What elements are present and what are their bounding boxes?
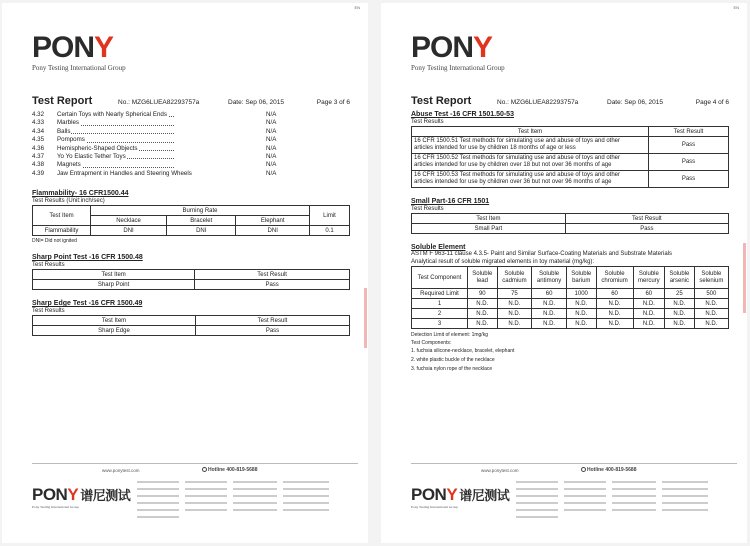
small-part-subtitle: Test Results — [411, 206, 444, 212]
col-test-result: Test Result — [195, 270, 350, 280]
clause-row — [32, 153, 350, 161]
required-limit-value: 25 — [665, 289, 695, 299]
element-result: N.D. — [468, 309, 498, 319]
col-soluble-element: Soluble selenium — [694, 267, 728, 289]
element-result: N.D. — [532, 299, 567, 309]
required-limit-value: 90 — [468, 289, 498, 299]
soluble-line1: ASTM F 963-11 clause 4.3.5- Paint and Similar Surface-Coating Materials and Substrate Materials — [411, 251, 673, 257]
col-limit: Limit — [310, 206, 350, 226]
flammability-value: DNI — [167, 226, 236, 236]
clause-title: Marbles — [57, 119, 266, 127]
page-footer — [32, 463, 358, 533]
col-test-item: Test Item — [33, 270, 195, 280]
abuse-result: Pass — [649, 154, 729, 171]
seal-edge-mark — [364, 288, 367, 348]
element-result: N.D. — [633, 319, 665, 329]
element-result: N.D. — [665, 319, 695, 329]
logo-tagline: Pony Testing International Group — [411, 64, 505, 72]
small-part-item: Small Part — [412, 224, 566, 234]
flammability-note: DNI= Did not ignited — [32, 238, 77, 245]
element-result: N.D. — [596, 309, 633, 319]
col-soluble-element: Soluble barium — [566, 267, 596, 289]
component-id: 2 — [412, 309, 468, 319]
sharp-edge-table — [32, 315, 350, 336]
report-date: Date: Sep 06, 2015 — [228, 99, 285, 106]
clause-result: N/A — [266, 119, 277, 127]
element-result: N.D. — [633, 299, 665, 309]
footer-website: www.ponytest.com — [102, 468, 140, 473]
abuse-result: Pass — [649, 171, 729, 188]
element-result: N.D. — [694, 299, 728, 309]
table-row — [412, 154, 729, 171]
report-number: No.: MZG6LUEA82293757a — [497, 99, 579, 106]
required-limit-value: 60 — [633, 289, 665, 299]
clause-number: 4.32 — [32, 111, 45, 118]
footer-cn-name: 谱尼测试 — [459, 489, 510, 504]
flammability-row-label: Flammability — [33, 226, 91, 236]
clause-number: 4.36 — [32, 144, 45, 152]
clause-number: 4.38 — [32, 161, 45, 169]
footer-mark-a: PON — [32, 485, 68, 504]
clause-row — [32, 145, 350, 153]
required-limit-label: Required Limit — [412, 289, 468, 299]
logo-mark-b: Y — [473, 31, 493, 64]
clause-number: 4.33 — [32, 119, 45, 127]
element-result: N.D. — [694, 319, 728, 329]
report-date: Date: Sep 06, 2015 — [607, 99, 664, 106]
corner-tag: EN — [354, 5, 360, 10]
sharp-point-title: Sharp Point Test -16 CFR 1500.48 — [32, 254, 143, 262]
detection-limit: Detection Limit of element: 1mg/kg — [411, 332, 488, 338]
col-soluble-element: Soluble chromium — [596, 267, 633, 289]
element-result: N.D. — [468, 319, 498, 329]
clause-result: N/A — [266, 152, 277, 160]
logo-mark-a: PON — [32, 31, 95, 64]
components-label: Test Components: — [411, 340, 452, 346]
hotline-text: Hotline 400-819-5688 — [587, 467, 637, 473]
footer-website: www.ponytest.com — [481, 468, 519, 473]
component-item: 1. fuchsia silicone-necklace, bracelet, elephant — [411, 348, 515, 354]
col-test-result: Test Result — [195, 316, 349, 326]
logo-tagline: Pony Testing International Group — [32, 64, 126, 72]
soluble-table — [411, 266, 729, 329]
clause-number: 4.35 — [32, 136, 45, 144]
col-test-item: Test Item — [33, 316, 196, 326]
sharp-point-subtitle: Test Results — [32, 262, 65, 269]
col-necklace: Necklace — [91, 216, 167, 226]
footer-cn-name: 谱尼测试 — [80, 489, 131, 504]
abuse-method: 16 CFR 1500.52 Test methods for simulating use and abuse of toys and other articles intended for use by children over 18 but not over 36 months of age — [412, 154, 649, 171]
clause-title: Hemispheric-Shaped Objects — [57, 145, 266, 153]
clause-row — [32, 170, 350, 178]
right-content — [411, 111, 729, 374]
footer-mark-b: Y — [67, 485, 79, 504]
hotline-text: Hotline 400-819-5688 — [208, 467, 258, 473]
element-result: N.D. — [566, 299, 596, 309]
clause-number: 4.34 — [32, 127, 45, 135]
element-result: N.D. — [532, 309, 567, 319]
element-result: N.D. — [665, 309, 695, 319]
clause-row — [32, 128, 350, 136]
components-list — [411, 347, 729, 374]
col-soluble-element: Soluble cadmium — [497, 267, 532, 289]
clause-title: Yo Yo Elastic Tether Toys — [57, 153, 266, 161]
component-id: 1 — [412, 299, 468, 309]
sharp-edge-title: Sharp Edge Test -16 CFR 1500.49 — [32, 300, 143, 308]
clause-title: Jaw Entrapment in Handles and Steering Wheels — [57, 170, 266, 178]
footer-tagline: Pony Testing International Group — [411, 505, 458, 509]
abuse-subtitle: Test Results — [411, 119, 444, 125]
footer-addresses — [516, 478, 735, 520]
flammability-value: DNI — [236, 226, 310, 236]
soluble-line2: Analytical result of soluble migrated elements in toy material (mg/kg): — [411, 258, 595, 265]
col-soluble-element: Soluble lead — [468, 267, 498, 289]
clause-row — [32, 119, 350, 127]
footer-hotline — [581, 467, 636, 473]
required-limit-value: 500 — [694, 289, 728, 299]
report-header — [32, 95, 350, 109]
component-id: 3 — [412, 319, 468, 329]
abuse-method: 16 CFR 1500.53 Test methods for simulating use and abuse of toys and other articles intended for use by children over 36 but not over 96 months of age — [412, 171, 649, 188]
required-limit-value: 1000 — [566, 289, 596, 299]
sharp-edge-item: Sharp Edge — [33, 326, 196, 336]
required-limit-value: 60 — [596, 289, 633, 299]
flammability-value: DNI — [91, 226, 167, 236]
small-part-title: Small Part-16 CFR 1501 — [411, 198, 490, 205]
element-result: N.D. — [596, 319, 633, 329]
clause-title: Balls — [57, 128, 266, 136]
element-result: N.D. — [694, 309, 728, 319]
report-number: No.: MZG6LUEA82293757a — [118, 99, 200, 106]
clause-title: Magnets — [57, 161, 266, 169]
col-elephant: Elephant — [236, 216, 310, 226]
abuse-title: Abuse Test -16 CFR 1501.50-53 — [411, 111, 514, 118]
flammability-title: Flammability- 16 CFR1500.44 — [32, 190, 129, 198]
flammability-limit: 0.1 — [310, 226, 350, 236]
required-limit-value: 60 — [532, 289, 567, 299]
table-row — [412, 137, 729, 154]
clause-number: 4.37 — [32, 152, 45, 160]
footer-addresses — [137, 478, 356, 520]
col-bracelet: Bracelet — [167, 216, 236, 226]
page-footer — [411, 463, 737, 533]
element-result: N.D. — [497, 309, 532, 319]
sharp-edge-result: Pass — [195, 326, 349, 336]
col-test-component: Test Component — [412, 267, 468, 289]
element-result: N.D. — [665, 299, 695, 309]
report-header — [411, 95, 729, 109]
pony-logo — [411, 33, 505, 72]
col-soluble-element: Soluble antimony — [532, 267, 567, 289]
corner-tag: EN — [733, 5, 739, 10]
sharp-point-result: Pass — [195, 280, 350, 290]
sharp-point-table — [32, 269, 350, 290]
left-content — [32, 111, 350, 336]
clause-result: N/A — [266, 169, 277, 177]
pony-logo — [32, 33, 126, 72]
col-test-item: Test Item — [412, 127, 649, 137]
element-result: N.D. — [532, 319, 567, 329]
col-soluble-element: Soluble arsenic — [665, 267, 695, 289]
table-row — [412, 319, 729, 329]
logo-mark-a: PON — [411, 31, 474, 64]
flammability-table — [32, 205, 350, 236]
element-result: N.D. — [566, 319, 596, 329]
col-burning-rate: Burning Rate — [91, 206, 310, 216]
clause-title: Certain Toys with Nearly Spherical Ends — [57, 111, 266, 119]
phone-icon — [202, 467, 207, 472]
phone-icon — [581, 467, 586, 472]
col-test-item: Test Item — [33, 206, 91, 226]
element-result: N.D. — [497, 319, 532, 329]
small-part-result: Pass — [565, 224, 728, 234]
col-test-result: Test Result — [649, 127, 729, 137]
logo-mark-b: Y — [94, 31, 114, 64]
flammability-subtitle: Test Results (Unit:inch/sec) — [32, 198, 105, 205]
col-soluble-element: Soluble mercury — [633, 267, 665, 289]
footer-hotline — [202, 467, 257, 473]
clause-row — [32, 136, 350, 144]
report-title: Test Report — [32, 95, 93, 107]
clause-title: Pompoms — [57, 136, 266, 144]
clause-result: N/A — [266, 161, 277, 169]
abuse-method: 16 CFR 1500.51 Test methods for simulating use and abuse of toys and other articles intended for use by children 18 months of age or less — [412, 137, 649, 154]
clause-row — [32, 111, 350, 119]
report-title: Test Report — [411, 95, 472, 107]
footer-mark-b: Y — [446, 485, 458, 504]
report-page-4 — [381, 3, 747, 543]
element-result: N.D. — [596, 299, 633, 309]
clause-row — [32, 161, 350, 169]
footer-logo — [32, 486, 130, 509]
clause-list — [32, 111, 350, 178]
clause-result: N/A — [266, 144, 277, 152]
footer-logo — [411, 486, 509, 509]
footer-tagline: Pony Testing International Group — [32, 505, 79, 509]
table-row — [412, 299, 729, 309]
clause-number: 4.39 — [32, 169, 45, 177]
component-item: 2. white plastic buckle of the necklace — [411, 357, 495, 363]
page-number: Page 4 of 6 — [695, 99, 729, 106]
seal-edge-mark — [743, 243, 746, 313]
clause-result: N/A — [266, 127, 277, 135]
page-number: Page 3 of 6 — [316, 99, 350, 106]
element-result: N.D. — [497, 299, 532, 309]
clause-result: N/A — [266, 111, 277, 118]
abuse-result: Pass — [649, 137, 729, 154]
table-row — [412, 171, 729, 188]
clause-result: N/A — [266, 136, 277, 144]
soluble-title: Soluble Element — [411, 244, 466, 251]
report-page-3 — [2, 3, 368, 543]
abuse-table — [411, 126, 729, 188]
col-test-item: Test Item — [412, 214, 566, 224]
element-result: N.D. — [468, 299, 498, 309]
col-test-result: Test Result — [565, 214, 728, 224]
sharp-point-item: Sharp Point — [33, 280, 195, 290]
element-result: N.D. — [633, 309, 665, 319]
footer-mark-a: PON — [411, 485, 447, 504]
element-result: N.D. — [566, 309, 596, 319]
component-item: 3. fuchsia nylon rope of the necklace — [411, 366, 493, 372]
table-row — [412, 309, 729, 319]
sharp-edge-subtitle: Test Results — [32, 308, 65, 315]
small-part-table — [411, 213, 729, 234]
required-limit-value: 75 — [497, 289, 532, 299]
